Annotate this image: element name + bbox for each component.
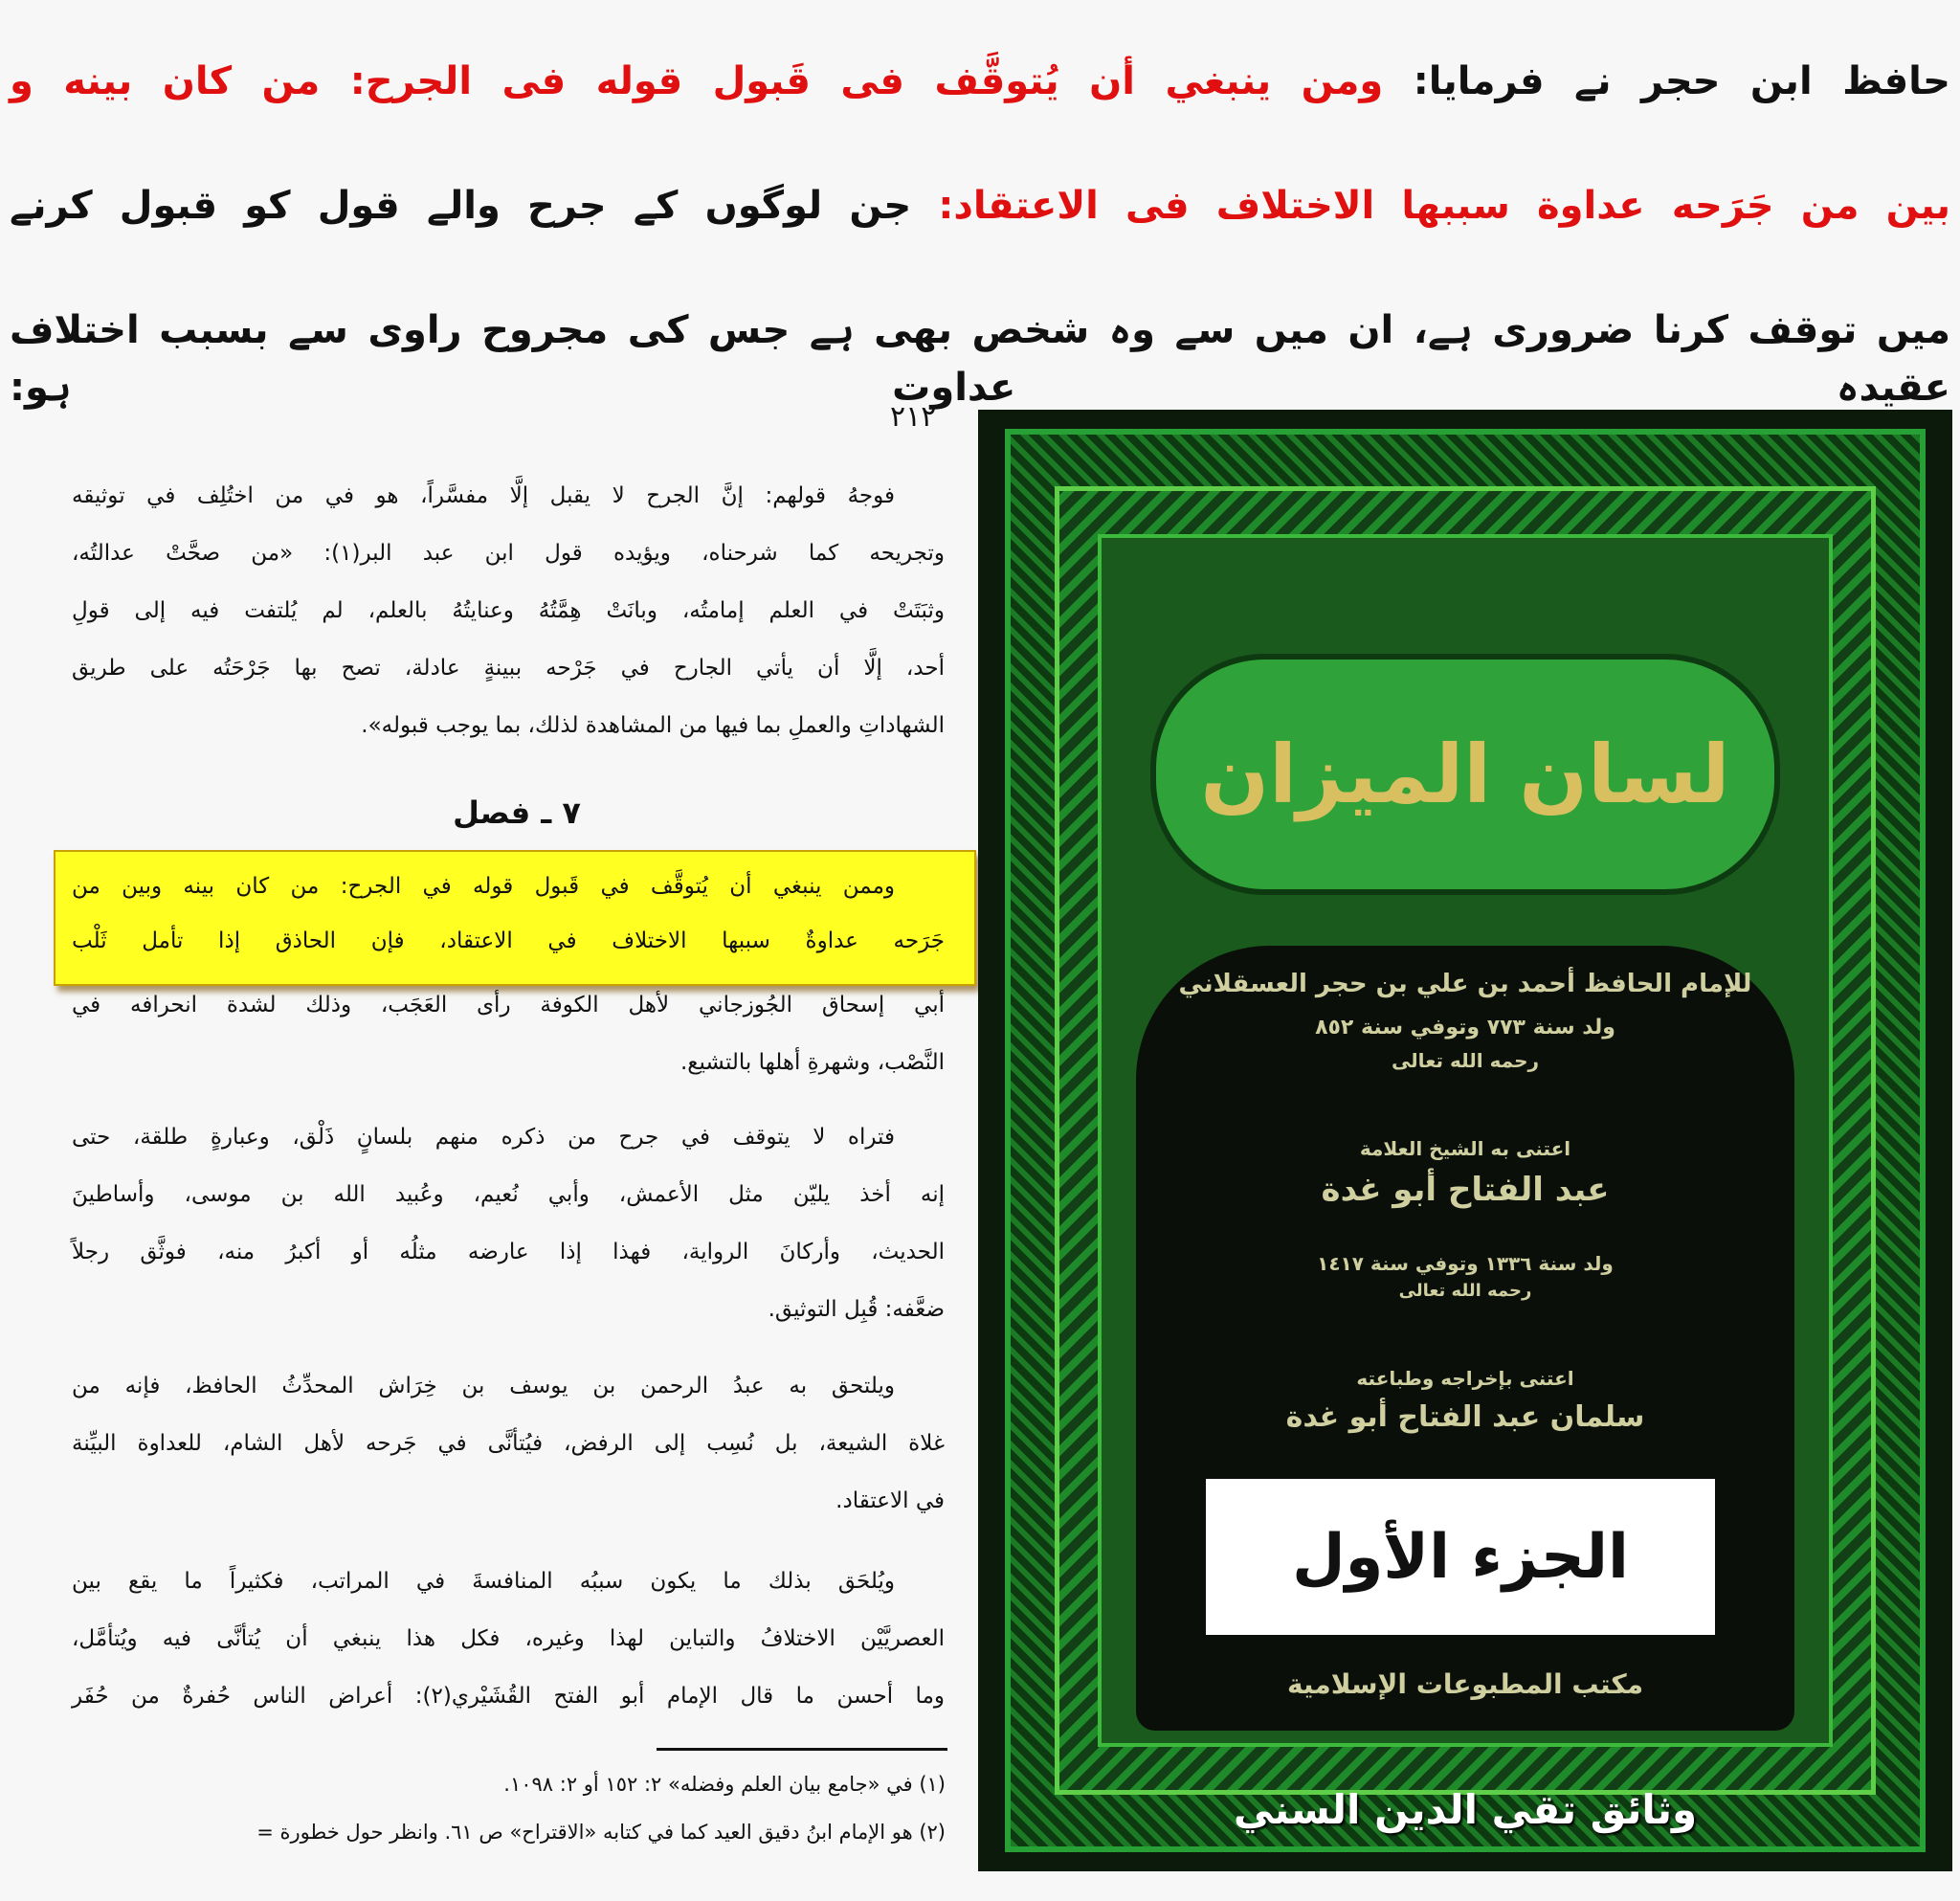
body-line: فتراه لا يتوقف في جرح من ذكره منهم بلسانٍ ذَلْق، وعبارةٍ طلقة، حتى [72,1125,895,1150]
book-title: لسان الميزان [1200,727,1730,821]
volume-text: الجزء الأول [1292,1521,1629,1593]
body-line: إنه أخذ يليّن مثل الأعمش، وأبي نُعيم، وعُبيد الله بن موسى، وأساطينَ [72,1182,945,1207]
body-line: الشهاداتِ والعملِ بما فيها من المشاهدة لذلك، بما يوجب قبوله». [361,713,945,738]
editor-prayer: رحمه الله تعالى [1398,1281,1532,1301]
author-dates: ولد سنة ٧٧٣ وتوفي سنة ٨٥٢ [1315,1016,1615,1040]
header-line-3: میں توقف کرنا ضروری ہے، ان میں سے وہ شخص بھی ہے جس کی مجروح راوی سے بسبب اختلاف عقیدہ عداوت ہو: [10,308,1950,410]
body-line: في الاعتقاد. [835,1488,945,1513]
footnote: (٢) هو الإمام ابنُ دقيق العيد كما في كتابه «الاقتراح» ص ٦١. وانظر حول خطورة = [256,1821,946,1844]
highlighted-line: جَرَحه عداوةٌ سببها الاختلاف في الاعتقاد، فإن الحاذق إذا تأمل ثَلْب [72,928,945,953]
publisher-intro: اعتنى بإخراجه وطباعته [1356,1367,1574,1390]
body-line: ضعَّفه: قُبِل التوثيق. [768,1297,945,1322]
publisher-person: سلمان عبد الفتاح أبو غدة [1285,1400,1645,1434]
body-line: وثبَتَتْ في العلم إمامتُه، وبانَتْ هِمَّتُهُ وعنايتُهُ بالعلم، لم يُلتفت فيه إلى قولِ [72,598,945,623]
body-line: غلاة الشيعة، بل نُسِب إلى الرفض، فيُتأنَّى في جَرحه لأهل الشام، للعداوة البيِّنة [72,1431,945,1456]
urdu-intro: حافظ ابن حجر نے فرمایا: [1413,59,1950,103]
footnote: (١) في «جامع بيان العلم وفضله» ٢: ١٥٢ أو ٢: ١٠٩٨. [503,1773,946,1796]
body-line: أحد، إلَّا أن يأتي الجارح في جَرْحه ببينةٍ عادلة، تصح بها جَرْحَتُه على طريق [72,656,945,681]
highlighted-line: وممن ينبغي أن يُتوقَّف في قَبول قوله في الجرح: من كان بينه وبين من [72,874,895,899]
body-line: ويُلحَق بذلك ما يكون سببُه المنافسةَ في المراتب، فكثيراً ما يقع بين [72,1569,895,1594]
header-line-1 [10,53,1950,110]
publisher-name: مكتب المطبوعات الإسلامية [1286,1668,1644,1700]
page-number: ٢١٢ [890,400,937,434]
body-line: النَّصْب، وشهرةِ أهلها بالتشيع. [679,1050,945,1075]
book-author: للإمام الحافظ أحمد بن علي بن حجر العسقلاني [1178,970,1752,998]
body-line: وتجريحه كما شرحناه، ويؤيده قول ابن عبد البر(١): «من صحَّتْ عدالتُه، [72,541,946,566]
body-line: أبي إسحاق الجُوزجاني لأهل الكوفة رأى العَجَب، وذلك لشدة انحرافه في [72,993,945,1018]
volume-label [1206,1479,1715,1635]
book-editor: عبد الفتاح أبو غدة [1321,1171,1610,1209]
body-line: ويلتحق به عبدُ الرحمن بن يوسف بن خِرَاش المحدِّثُ الحافظ، فإنه من [72,1374,895,1398]
book-cover-image [978,410,1952,1871]
body-line: فوجهُ قولهم: إنَّ الجرح لا يقبل إلَّا مفسَّراً، هو في من اختُلِف في توثيقه [72,483,895,508]
body-line: العصريَّيْن الاختلافُ والتباين لهذا وغيره، فكل هذا ينبغي أن يُتأنَّى فيه ويُتأمَّل، [72,1626,945,1651]
watermark: وثائق تقي الدين السني [1233,1786,1698,1833]
section-heading: ٧ ـ فصل [453,794,581,831]
author-prayer: رحمه الله تعالى [1391,1049,1540,1072]
arabic-quote: بين من جَرَحه عداوة سببها الاختلاف فی الاعتقاد: [938,184,1950,228]
urdu-translation: جن لوگوں کے جرح والے قول کو قبول کرنے [10,184,912,228]
header-line-2 [10,177,1950,235]
footnote-divider [657,1748,947,1751]
editor-intro: اعتنى به الشيخ العلامة [1359,1137,1571,1160]
arabic-quote: ومن ينبغي أن يُتوقَّف فی قَبول قوله فی الجرح: من كان بينه و [10,59,1384,103]
cover-title-cartouche [1150,654,1780,895]
body-line: الحديث، وأركانَ الرواية، فهذا إذا عارضه مثلُه أو أكبرُ منه، فوثَّق رجلاً [72,1240,945,1264]
body-line: وما أحسن ما قال الإمام أبو الفتح القُشَيْري(٢): أعراض الناس حُفرةٌ من حُفَر [72,1684,945,1709]
editor-dates: ولد سنة ١٣٣٦ وتوفي سنة ١٤١٧ [1317,1252,1614,1275]
